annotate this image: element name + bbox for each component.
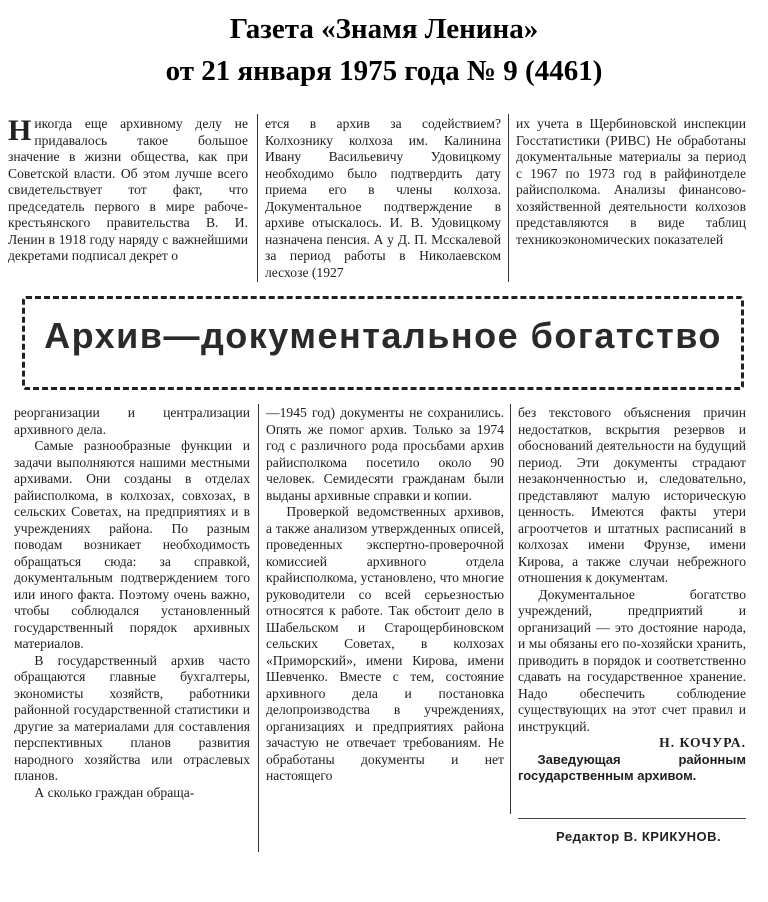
paragraph: В государственный архив часто обращаются главные бухгалтеры, экономисты хозяйств, работники районной государственной статистики и другие за материалами для составления перспективных планов развития народного хозяйства или отраслевых планов. bbox=[14, 652, 250, 783]
editor-rule bbox=[518, 818, 746, 819]
headline-banner bbox=[22, 296, 744, 390]
column-divider bbox=[258, 404, 259, 852]
signature-name: Н. КОЧУРА. bbox=[659, 735, 746, 750]
column-divider bbox=[510, 404, 511, 814]
top-column-1-text: икогда еще архивному делу не придавалось такое большое значение в жизни общества, как при Советской власти. Об этом лучше всего свидетельствует тот факт, что председатель первого в мире рабоче-крестьянского правительства В. И. Ленин в 1918 году наряду с важнейшими декретами подписал декрет о bbox=[8, 116, 248, 263]
top-column-3-text: их учета в Щербиновской инспекции Госстатистики (РИВС) Не обработаны документальные материалы за период с 1967 по 1973 год в райфинотделе райисполкома. Анализы финансово-хозяйственной деятельности колхозов представляются в виде таблиц техникоэкономических показателей bbox=[516, 116, 746, 247]
bottom-column-2 bbox=[266, 405, 504, 785]
signature-role: Заведующая районным государственным архивом. bbox=[518, 751, 746, 783]
column-divider bbox=[257, 114, 258, 282]
article-title: Архив—документальное богатство bbox=[44, 315, 722, 356]
bottom-column-3 bbox=[518, 405, 746, 784]
paragraph: Проверкой ведомственных архивов, а также анализом утвержденных описей, проведенных экспертно-проверочной комиссией архивного отдела крайисполкома, установлено, что многие руководители со всей серьезностью относятся к работе. Так обстоит дело в Шабельском и Старощербиновском сельских Советах, в колхозах «Приморский», имени Кирова, имени Шевченко. Вместе с тем, состояние архивного дела и постановка делопроизводства в учреждениях, организациях и предприятиях района зачастую не отвечает требованиям. Не обработаны документы и нет настоящего bbox=[266, 504, 504, 783]
paragraph: —1945 год) документы не сохранились. Опять же помог архив. Только за 1974 год с различного рода просьбами архив райисполкома посетило около 90 человек. Семидесяти гражданам были выданы архивные справки и копии. bbox=[266, 405, 504, 503]
drop-cap: Н bbox=[8, 114, 32, 147]
paragraph: Документальное богатство учреждений, предприятий и организаций — это достояние народа, и мы обязаны его по-хозяйски хранить, приводить в порядок и соответственно сдавать на государственное хранение. Надо обеспечить соблюдение существующих на этот счет правил и инструкций. bbox=[518, 586, 746, 734]
paragraph: А сколько граждан обраща- bbox=[34, 784, 195, 800]
paragraph: реорганизации и централизации архивного дела. bbox=[14, 405, 250, 437]
paragraph: без текстового объяснения причин недостатков, вскрытия резервов и обоснований деятельности на будущий период. Эти документы страдают незаконченностью и, следовательно, представляют малую историческую ценность. Имеются факты утери агроотчетов и штатных расписаний в колхозах имени Фрунзе, имени Кирова, а также случаи небрежного отношения к документам. bbox=[518, 405, 746, 585]
column-divider bbox=[508, 114, 509, 282]
top-column-2-text: ется в архив за содействием? Колхознику колхоза им. Калинина Ивану Васильевичу Удовицкому необходимо было подтвердить дату приема его в члены колхоза. Документальное подтверждение в архиве отыскалось. И. В. Удовицкому назначена пенсия. А у Д. П. Мсскалевой за период работы в Николаевском лесхозе (1927 bbox=[265, 116, 501, 280]
paragraph: Самые разнообразные функции и задачи выполняются нашими местными архивами. Они созданы в отделах райисполкома, в колхозах, совхозах, в сельских Советах, на предприятиях и в учреждениях района. По разным поводам возникает необходимость обращаться сюда: за справкой, документальным подтверждением того или иного факта. Поэтому очень важно, чтобы соблюдался установленный государственный порядок архивных материалов. bbox=[14, 438, 250, 651]
issue-date-number: от 21 января 1975 года № 9 (4461) bbox=[165, 55, 603, 87]
top-column-2 bbox=[265, 116, 501, 281]
bottom-column-1 bbox=[14, 405, 250, 801]
top-column-1 bbox=[8, 116, 248, 265]
top-column-3 bbox=[516, 116, 746, 248]
editor-credit: Редактор В. КРИКУНОВ. bbox=[556, 829, 722, 844]
newspaper-name: Газета «Знамя Ленина» bbox=[229, 13, 539, 45]
